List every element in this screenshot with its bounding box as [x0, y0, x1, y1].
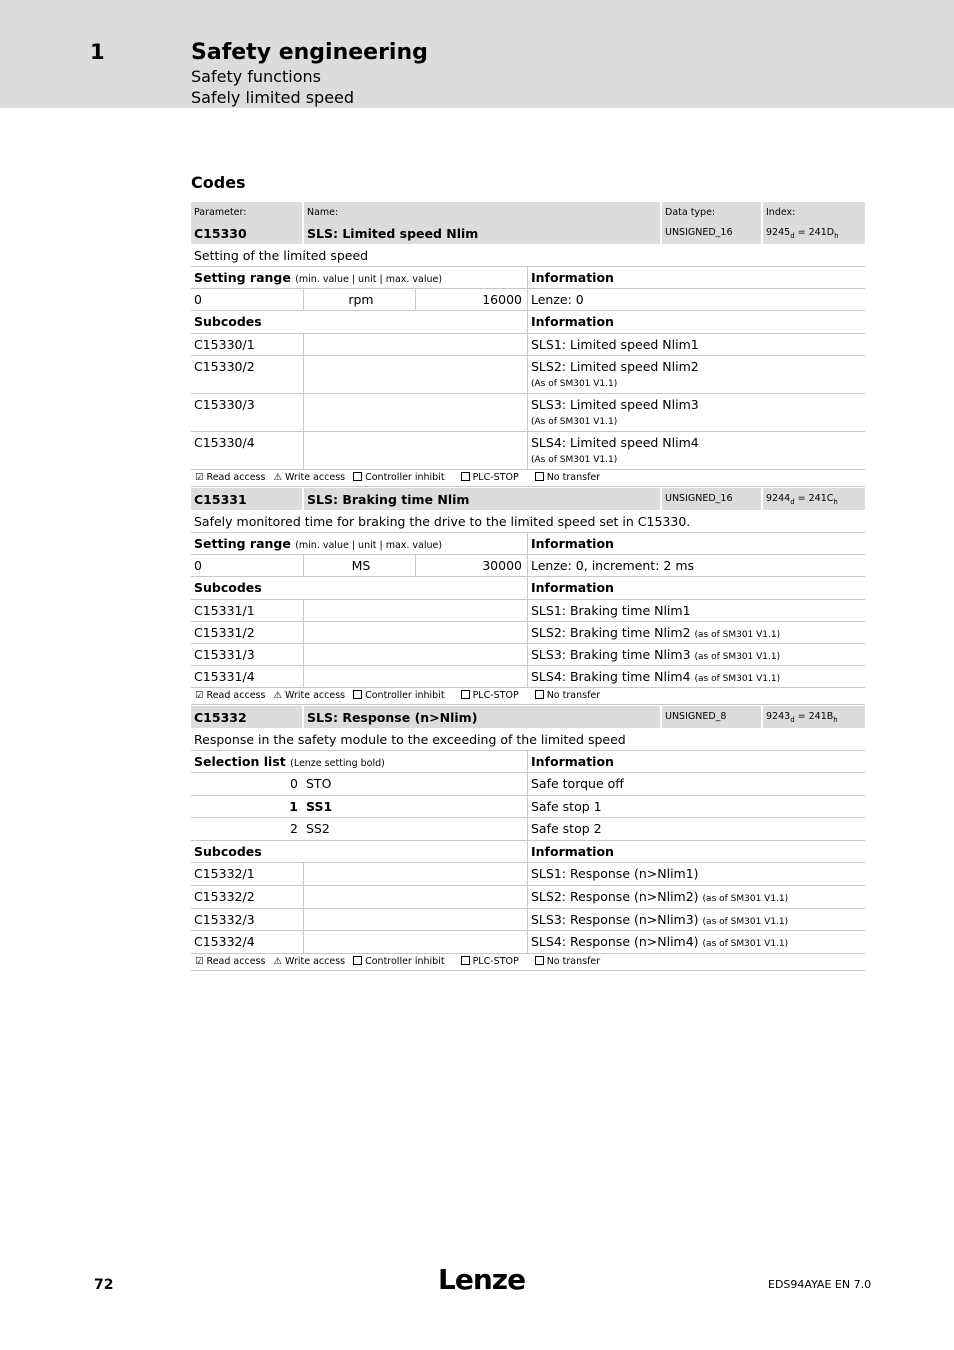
table-row: C15331/4 SLS4: Braking time Nlim4 (as of SM301 V1.1) [191, 666, 865, 688]
code-description: Setting of the limited speed [191, 244, 865, 267]
table-row: C15330/3 SLS3: Limited speed Nlim3 (As of SM301 V1.1) [191, 394, 865, 432]
code-header-c15331 [191, 488, 865, 510]
selection-list-header: Selection list (Lenze setting bold) Information [191, 751, 865, 773]
parameter-label: Parameter: [194, 207, 247, 218]
table-row: C15331/2 SLS2: Braking time Nlim2 (as of SM301 V1.1) [191, 622, 865, 644]
index-label: Index: [766, 207, 796, 218]
name-label: Name: [307, 207, 339, 218]
section-subtitle: Safety functions [191, 67, 321, 86]
subcodes-header: Subcodes Information [191, 577, 865, 600]
code-description: Safely monitored time for braking the drive to the limited speed set in C15330. [191, 510, 865, 533]
access-flags: ☑ Read access ⚠ Write access Controller inhibit PLC-STOP No transfer [191, 470, 865, 487]
setting-range-header: Setting range (min. value | unit | max. value) Information [191, 533, 865, 555]
selection-row: 0 STO Safe torque off [191, 773, 865, 796]
codes-table [191, 202, 865, 971]
table-row: C15330/2 SLS2: Limited speed Nlim2 (As of SM301 V1.1) [191, 356, 865, 394]
table-row: C15331/3 SLS3: Braking time Nlim3 (as of SM301 V1.1) [191, 644, 865, 666]
table-row: C15332/2 SLS2: Response (n>Nlim2) (as of SM301 V1.1) [191, 886, 865, 909]
code-description: Response in the safety module to the exceeding of the limited speed [191, 728, 865, 751]
subcodes-header: Subcodes Information [191, 841, 865, 863]
data-type: UNSIGNED_16 [665, 493, 733, 504]
selection-row: 2 SS2 Safe stop 2 [191, 818, 865, 841]
page-number: 72 [94, 1277, 114, 1293]
table-row: C15332/1 SLS1: Response (n>Nlim1) [191, 863, 865, 886]
subsection-subtitle: Safely limited speed [191, 88, 355, 107]
index-value: $9243_d = 241B_h$ [766, 711, 838, 724]
index-value: $9244_d = 241C_h$ [766, 493, 838, 506]
table-row: C15332/4 SLS4: Response (n>Nlim4) (as of SM301 V1.1) [191, 931, 865, 954]
codes-heading: Codes [191, 173, 246, 192]
setting-range-values: 0 MS 30000 Lenze: 0, increment: 2 ms [191, 555, 865, 577]
subcodes-header: Subcodes Information [191, 311, 865, 334]
access-flags: ☑ Read access ⚠ Write access Controller inhibit PLC-STOP No transfer [191, 688, 865, 705]
data-type: UNSIGNED_8 [665, 711, 727, 722]
code-name: SLS: Response (n>Nlim) [307, 710, 478, 725]
datatype-label: Data type: [665, 207, 716, 218]
code-name: SLS: Braking time Nlim [307, 492, 470, 507]
document-id: EDS94AYAE EN 7.0 [768, 1278, 872, 1291]
code-name: SLS: Limited speed Nlim [307, 226, 479, 241]
code-header-c15332 [191, 706, 865, 728]
lenze-logo: Lenze [438, 1263, 526, 1296]
code-header-c15330 [191, 202, 865, 244]
data-type: UNSIGNED_16 [665, 227, 733, 238]
selection-row: 1 SS1 Safe stop 1 [191, 796, 865, 818]
table-row: C15330/1 SLS1: Limited speed Nlim1 [191, 334, 865, 356]
setting-range-header: Setting range (min. value | unit | max. value) Information [191, 267, 865, 289]
page-header [0, 0, 954, 108]
code-number: C15331 [194, 492, 247, 507]
table-row: C15330/4 SLS4: Limited speed Nlim4 (As of SM301 V1.1) [191, 432, 865, 470]
index-value: $9245_d = 241D_h$ [766, 227, 839, 240]
code-number: C15332 [194, 710, 247, 725]
code-number: C15330 [194, 226, 247, 241]
table-row: C15332/3 SLS3: Response (n>Nlim3) (as of SM301 V1.1) [191, 909, 865, 931]
access-flags: ☑ Read access ⚠ Write access Controller inhibit PLC-STOP No transfer [191, 954, 865, 971]
chapter-title: Safety engineering [191, 40, 428, 65]
table-row: C15331/1 SLS1: Braking time Nlim1 [191, 600, 865, 622]
setting-range-values: 0 rpm 16000 Lenze: 0 [191, 289, 865, 311]
chapter-number: 1 [90, 40, 105, 64]
